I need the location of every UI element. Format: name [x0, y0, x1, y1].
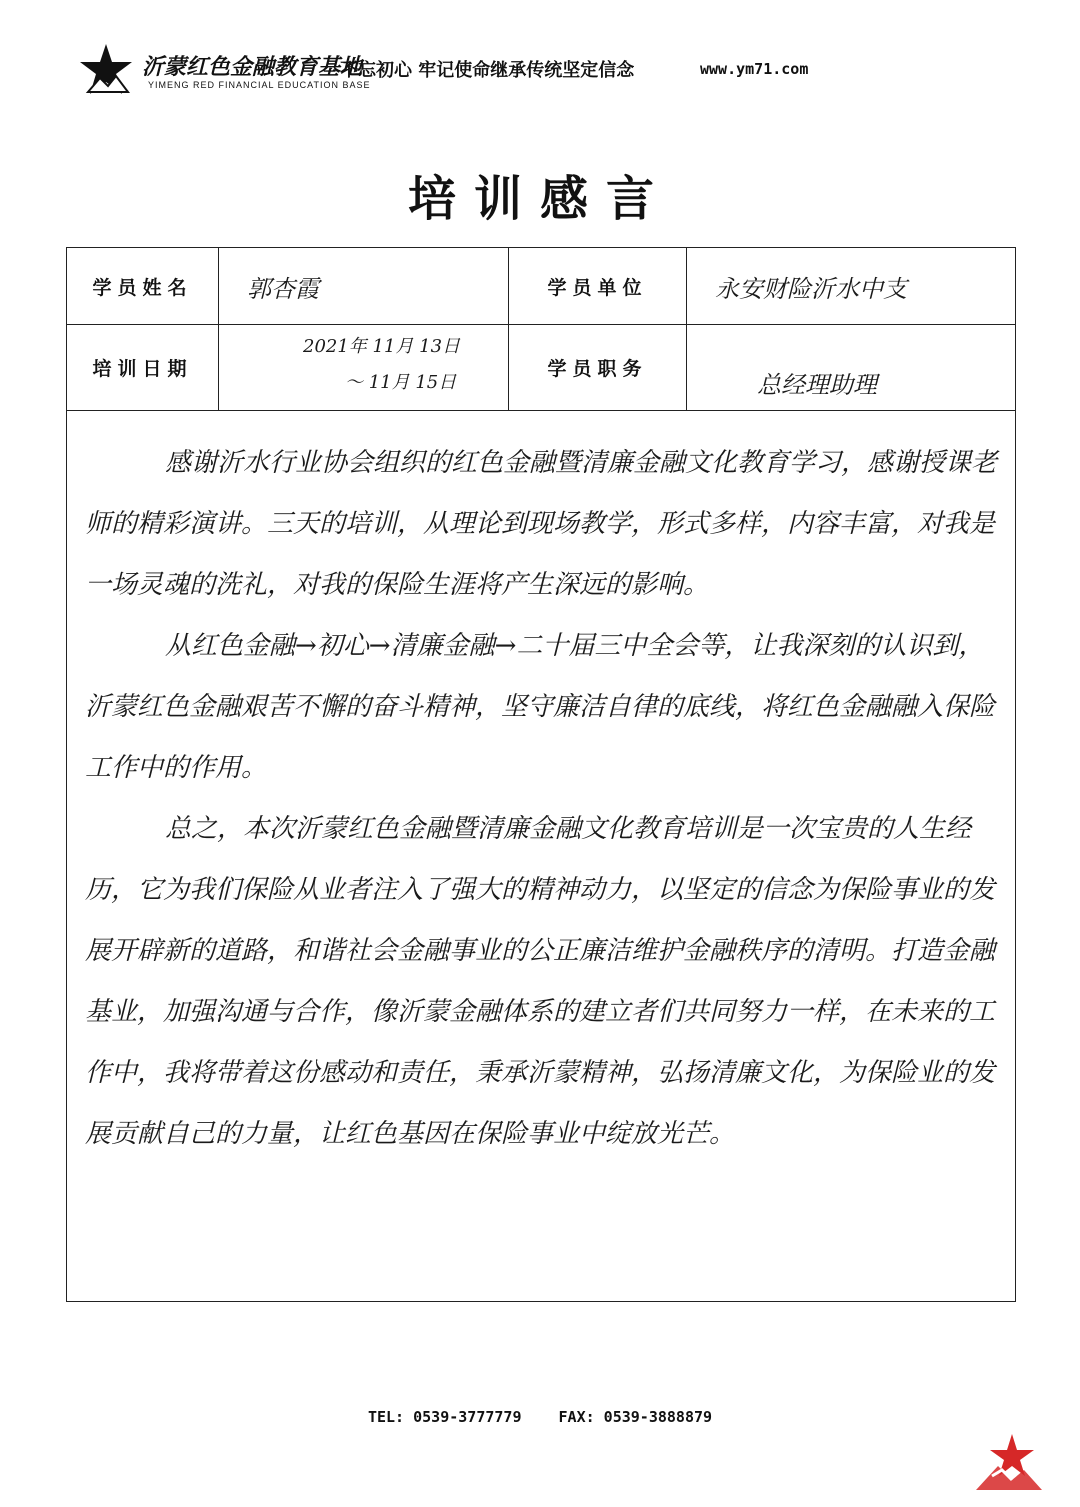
body-paragraph: 总之，本次沂蒙红色金融暨清廉金融文化教育培训是一次宝贵的人生经历，它为我们保险从业者注入了强大的精神动力，以坚定的信念为保险事业的发展开辟新的道路，和谐社会金融事业的公正廉洁维护金融秩序的清明。打造金融基业，加强沟通与合作，像沂蒙金融体系的建立者们共同努力一样，在未来的工作中，我将带着这份感动和责任，秉承沂蒙精神，弘扬清廉文化，为保险业的发展贡献自己的力量，让红色基因在保险事业中绽放光芒。 [85, 814, 996, 1149]
body-paragraph: 感谢沂水行业协会组织的红色金融暨清廉金融文化教育学习，感谢授课老师的精彩演讲。三天的培训，从理论到现场教学，形式多样，内容丰富，对我是一场灵魂的洗礼，对我的保险生涯将产生深远的影响。 [85, 448, 998, 600]
name-value: 郭杏霞 [219, 248, 509, 324]
name-label: 学员姓名 [67, 248, 219, 324]
feedback-form [66, 247, 1016, 1302]
red-star-watermark-icon [972, 1432, 1044, 1492]
slogan: 不忘初心 牢记使命继承传统坚定信念 [340, 60, 635, 81]
date-value [219, 324, 509, 410]
handwritten-body [85, 433, 1000, 1165]
contact-footer [0, 1408, 1080, 1426]
position-label: 学员职务 [509, 324, 687, 410]
unit-value: 永安财险沂水中支 [715, 274, 907, 303]
date-start: 2021年 11月 13日 [303, 336, 461, 357]
website: www.ym71.com [700, 60, 809, 78]
position-value: 总经理助理 [757, 370, 877, 399]
brand-name: 沂蒙红色金融教育基地 [142, 54, 363, 80]
star-logo-icon [78, 42, 134, 98]
page-title: 培训感言 [407, 171, 672, 227]
date-end: ～ 11月 15日 [345, 372, 457, 393]
form-row-date [67, 324, 1015, 411]
form-row-name [67, 248, 1015, 325]
unit-label: 学员单位 [509, 248, 687, 324]
body-paragraph: 从红色金融→初心→清廉金融→二十届三中全会等，让我深刻的认识到，沂蒙红色金融艰苦不懈的奋斗精神，坚守廉洁自律的底线，将红色金融融入保险工作中的作用。 [85, 631, 996, 783]
fax-number: FAX: 0539-3888879 [558, 1408, 713, 1426]
tel-number: TEL: 0539-3777779 [367, 1408, 522, 1426]
date-label: 培训日期 [67, 324, 219, 410]
brand-english: YIMENG RED FINANCIAL EDUCATION BASE [148, 80, 371, 90]
letterhead [78, 40, 1008, 102]
